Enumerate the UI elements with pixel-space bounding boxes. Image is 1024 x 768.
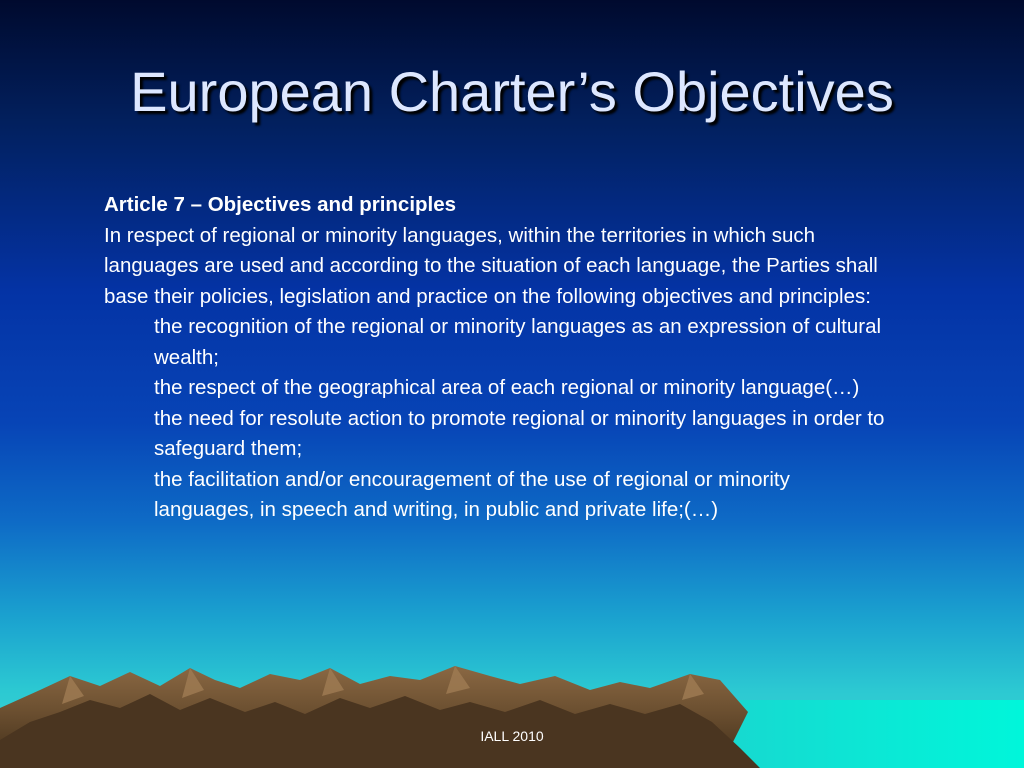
article-heading: Article 7 – Objectives and principles [104, 193, 457, 216]
article-intro: In respect of regional or minority languages, within the territories in which such languages are used and according to the situation of each language, the Parties shall base their policies, legislation and practice on the following objectives and principles: [104, 223, 878, 308]
slide-title: European Charter’s Objectives [130, 60, 894, 123]
principle-item: the respect of the geographical area of each regional or minority language(…) [154, 376, 860, 399]
principle-item: the facilitation and/or encouragement of the use of regional or minority languages, in speech and writing, in public and private life;(…) [154, 467, 790, 521]
principle-item: the recognition of the regional or minority languages as an expression of cultural wealth; [154, 315, 882, 369]
slide-footer: IALL 2010 [480, 728, 544, 744]
principle-item: the need for resolute action to promote regional or minority languages in order to safeguard them; [154, 406, 885, 460]
